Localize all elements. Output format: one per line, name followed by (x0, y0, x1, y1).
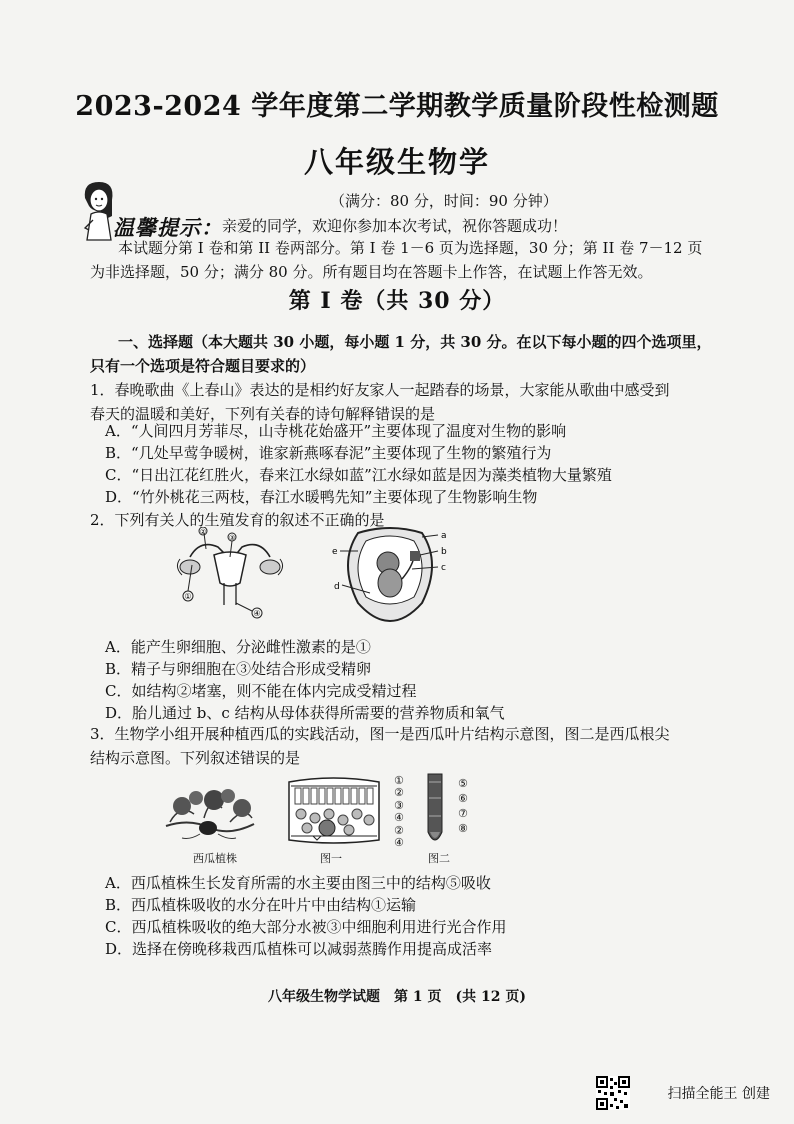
q1-option-a: A．“人间四月芳菲尽，山寺桃花始盛开”主要体现了温度对生物的影响 (105, 422, 567, 440)
root-labels (458, 776, 468, 836)
leaf-label-5: ② (394, 823, 404, 837)
q2-label-b: b (441, 547, 447, 557)
q3-option-d: D．选择在傍晚移栽西瓜植株可以减弱蒸腾作用提高成活率 (105, 940, 493, 958)
fetus-uterus-diagram (330, 523, 450, 625)
exam-title: 2023-2024 学年度第二学期教学质量阶段性检测题 (75, 91, 719, 122)
root-label-5: ⑤ (458, 777, 468, 790)
leaf-label-1: ① (394, 774, 404, 787)
q3-option-b: B．西瓜植株吸收的水分在叶片中由结构①运输 (105, 896, 417, 914)
page-footer: 八年级生物学试题 第 1 页 (共 12 页) (268, 989, 526, 1005)
leaf-label-2: ② (394, 786, 404, 800)
section-instruction-2: 只有一个选项是符合题目要求的） (90, 357, 316, 375)
leaf-label-3: ③ (394, 798, 404, 812)
instructions-line-1: 本试题分第 I 卷和第 II 卷两部分。第 I 卷 1－6 页为选择题，30 分；第 II 卷 7－12 页 (118, 239, 703, 257)
q2-label-d: d (334, 582, 340, 592)
leaf-structure-diagram (283, 774, 393, 846)
scanner-watermark: 扫描全能王 创建 (667, 1086, 770, 1102)
q2-option-b: B．精子与卵细胞在③处结合形成受精卵 (105, 660, 372, 678)
tip-label: 温馨提示： (113, 215, 223, 240)
q2-label-2: ② (199, 528, 207, 536)
caption-plant: 西瓜植株 (193, 852, 237, 865)
q2-label-c: c (441, 563, 446, 573)
q1-option-d: D．“竹外桃花三两枝，春江水暖鸭先知”主要体现了生物影响生物 (105, 488, 538, 506)
tip-greeting: 亲爱的同学，欢迎你参加本次考试，祝你答题成功！ (222, 217, 568, 235)
q2-label-e: e (332, 547, 338, 557)
q2-label-a: a (441, 531, 447, 541)
q2-option-a: A．能产生卵细胞、分泌雌性激素的是① (105, 638, 371, 656)
qr-code-icon (596, 1076, 630, 1110)
q1-stem-line-2: 春天的温暖和美好，下列有关春的诗句解释错误的是 (90, 405, 436, 423)
q1-option-b: B．“几处早莺争暖树，谁家新燕啄春泥”主要体现了生物的繁殖行为 (105, 444, 552, 462)
q3-option-c: C．西瓜植株吸收的绝大部分水被③中细胞利用进行光合作用 (105, 918, 507, 936)
reproductive-system-diagram (170, 527, 290, 619)
q3-stem-line-1: 3．生物学小组开展种植西瓜的实践活动，图一是西瓜叶片结构示意图，图二是西瓜根尖 (90, 725, 670, 743)
leaf-label-6: ④ (394, 836, 404, 850)
q2-option-d: D．胎儿通过 b、c 结构从母体获得所需要的营养物质和氧气 (105, 704, 505, 722)
watermelon-plant-image (160, 778, 260, 842)
q2-label-3: ③ (228, 534, 236, 542)
root-label-8: ⑧ (458, 822, 468, 835)
q3-stem-line-2: 结构示意图。下列叙述错误的是 (90, 749, 301, 767)
q2-label-4: ④ (253, 609, 261, 618)
section-instruction-1: 一、选择题（本大题共 30 小题，每小题 1 分，共 30 分。在以下每小题的四个选项里， (118, 333, 712, 351)
q1-option-c: C．“日出江花红胜火，春来江水绿如蓝”江水绿如蓝是因为藻类植物大量繁殖 (105, 466, 612, 484)
leaf-labels (394, 775, 404, 849)
caption-fig1: 图一 (320, 852, 342, 865)
q2-stem: 2．下列有关人的生殖发育的叙述不正确的是 (90, 511, 385, 529)
section-title: 第 I 卷（共 30 分） (288, 288, 506, 314)
subject-title: 八年级生物学 (303, 145, 490, 179)
root-label-6: ⑥ (458, 792, 468, 805)
root-label-7: ⑦ (458, 807, 468, 820)
q2-option-c: C．如结构②堵塞，则不能在体内完成受精过程 (105, 682, 417, 700)
root-tip-diagram (420, 772, 450, 850)
q3-option-a: A．西瓜植株生长发育所需的水主要由图三中的结构⑤吸收 (105, 874, 491, 892)
score-time: （满分：80 分，时间：90 分钟） (330, 192, 558, 210)
instructions-line-2: 为非选择题，50 分；满分 80 分。所有题目均在答题卡上作答，在试题上作答无效。 (90, 263, 653, 281)
caption-fig2: 图二 (428, 852, 450, 865)
q1-stem-line-1: 1．春晚歌曲《上春山》表达的是相约好友家人一起踏春的场景，大家能从歌曲中感受到 (90, 381, 670, 399)
leaf-label-4: ④ (394, 811, 404, 825)
q2-label-1: ① (184, 592, 192, 601)
